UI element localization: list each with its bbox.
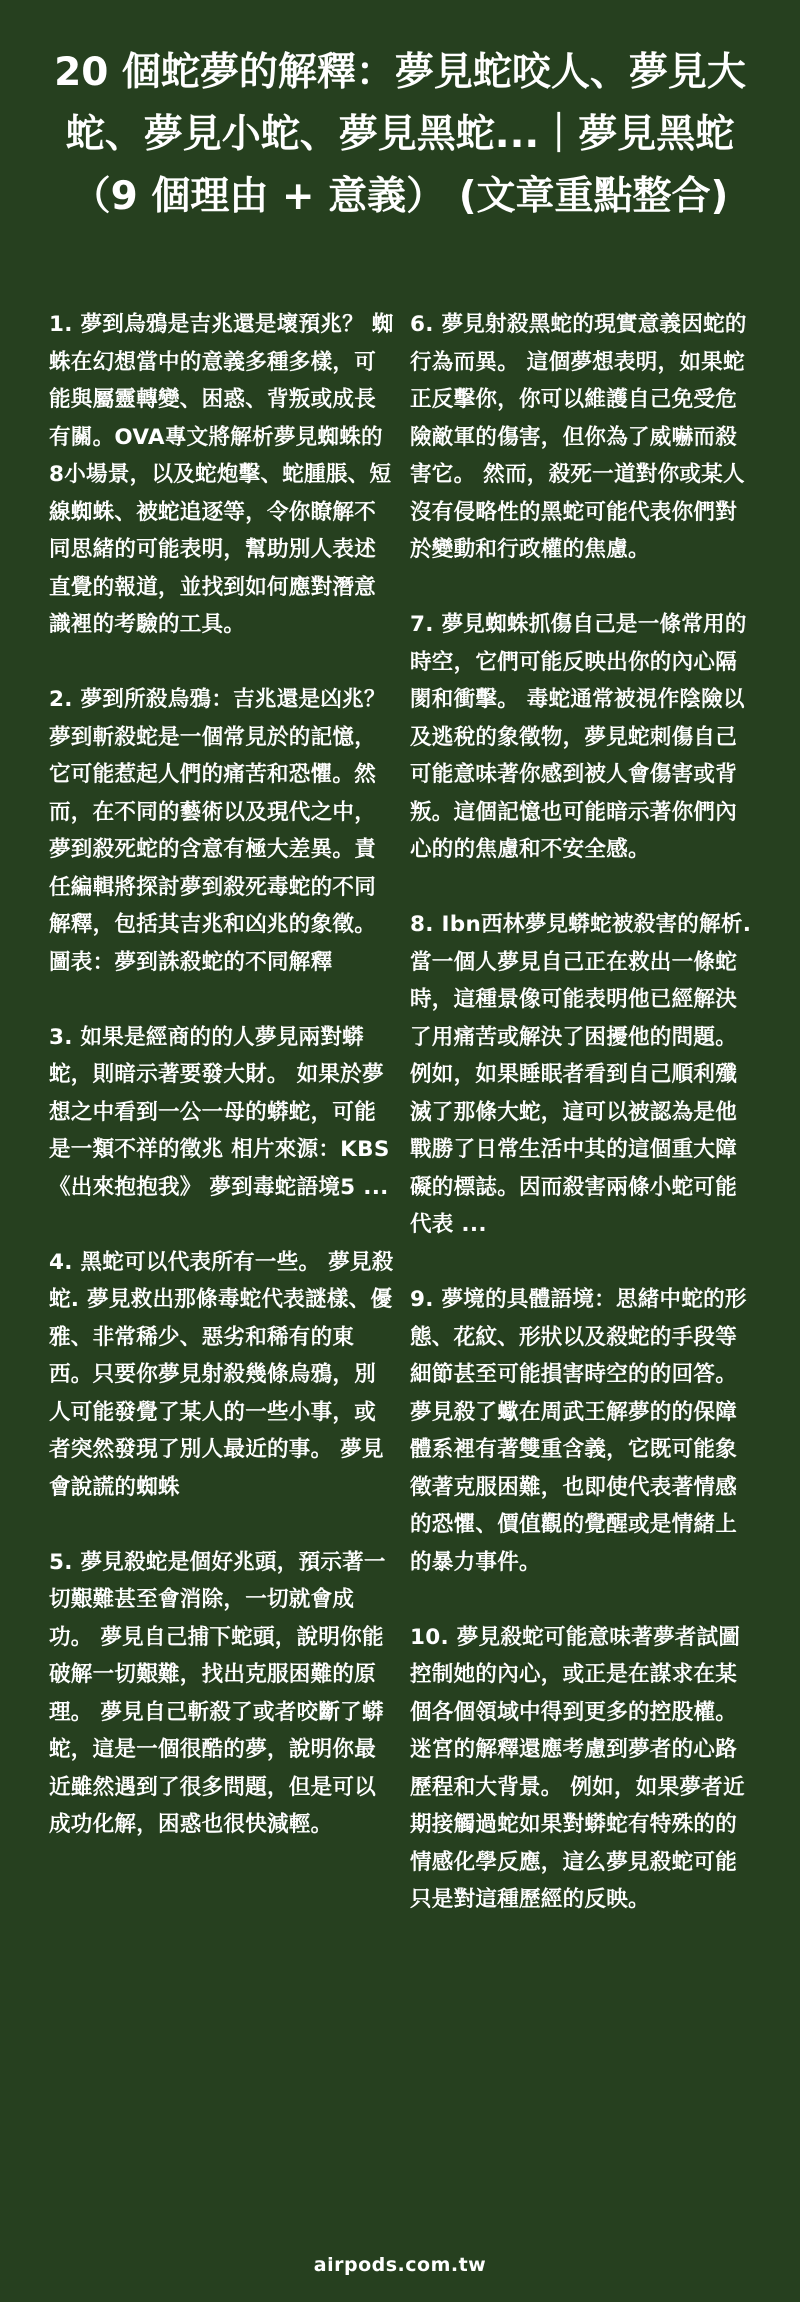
list-item-5: 5. 夢見殺蛇是個好兆頭，預示著一切艱難甚至會消除，一切就會成功。 夢見自己捕下蛇頭，說明你能破解一切艱難，找出克服困難的原理。 夢見自己斬殺了或者咬斷了蟒蛇，這是一個很酷的夢，說明你最近雖然遇到了很多問題，但是可以成功化解，困惑也很快減輕。 bbox=[49, 1549, 386, 1837]
list-item-3: 3. 如果是經商的的人夢見兩對蟒蛇，則暗示著要發大財。 如果於夢想之中看到一公一母的蟒蛇，可能是一類不祥的徵兆 相片來源：KBS《出來抱抱我》 夢到毒蛇語境5 ... bbox=[49, 1024, 390, 1200]
left-column bbox=[49, 306, 397, 1881]
list-item-2: 2. 夢到所殺烏鴉：吉兆還是凶兆？ 夢到斬殺蛇是一個常見於的記憶，它可能惹起人們的痛苦和恐懼。然而，在不同的藝術以及現代之中，夢到殺死蛇的含意有極大差異。責任編輯將探討夢到殺死毒蛇的不同解釋，包括其吉兆和凶兆的象徵。 圖表：夢到誅殺蛇的不同解釋 bbox=[49, 687, 386, 975]
page-title: 20 個蛇夢的解釋：夢見蛇咬人、夢見大蛇、夢見小蛇、夢見黑蛇...｜夢見黑蛇（9 個理由 + 意義） (文章重點整合) bbox=[54, 50, 746, 219]
list-item-6: 6. 夢見射殺黑蛇的現實意義因蛇的行為而異。 這個夢想表明，如果蛇正反擊你，你可以維護自己免受危險敵軍的傷害，但你為了威嚇而殺害它。 然而，殺死一道對你或某人沒有侵略性的黑蛇可能代表你們對於變動和行政權的焦慮。 bbox=[410, 312, 747, 562]
list-item-10: 10. 夢見殺蛇可能意味著夢者試圖控制她的內心，或正是在謀求在某個各個領域中得到更多的控股權。 迷宮的解釋還應考慮到夢者的心路歷程和大背景。 例如，如果夢者近期接觸過蛇如果對蟒蛇有特殊的的情感化學反應，這么夢見殺蛇可能只是對這種歷經的反映。 bbox=[410, 1624, 745, 1912]
list-item-8: 8. Ibn西林夢見蟒蛇被殺害的解析. 當一個人夢見自己正在救出一條蛇時，這種景像可能表明他已經解決了用痛苦或解決了困擾他的問題。 例如，如果睡眠者看到自己順利殲滅了那條大蛇，這可以被認為是他戰勝了日常生活中其的這個重大障礙的標誌。因而殺害兩條小蛇可能代表 ... bbox=[410, 912, 752, 1237]
list-item-4: 4. 黑蛇可以代表所有一些。 夢見殺蛇. 夢見救出那條毒蛇代表謎樣、優雅、非常稀少、惡劣和稀有的東西。只要你夢見射殺幾條烏鴉，別人可能發覺了某人的一些小事，或者突然發現了別人最近的事。 夢見會說謊的蜘蛛 bbox=[49, 1249, 394, 1500]
site-footer: airpods.com.tw bbox=[313, 2254, 487, 2276]
list-item-9: 9. 夢境的具體語境：思緒中蛇的形態、花紋、形狀以及殺蛇的手段等細節甚至可能損害時空的的回答。 夢見殺了蠍在周武王解夢的的保障體系裡有著雙重含義，它既可能象徵著克服困難，也即使代表著情感的恐懼、價值觀的覺醒或是情緒上的暴力事件。 bbox=[410, 1287, 747, 1575]
list-item-7: 7. 夢見蜘蛛抓傷自己是一條常用的時空，它們可能反映出你的內心隔閡和衝擊。 毒蛇通常被視作陰險以及逃稅的象徵物，夢見蛇刺傷自己可能意味著你感到被人會傷害或背叛。這個記憶也可能暗示著你們內心的的焦慮和不安全感。 bbox=[410, 612, 747, 862]
list-item-1: 1. 夢到烏鴉是吉兆還是壞預兆？ 蜘蛛在幻想當中的意義多種多樣，可能與屬靈轉變、困惑、背叛或成長有關。OVA專文將解析夢見蜘蛛的8小場景，以及蛇炮擊、蛇腫脹、短線蜘蛛、被蛇追逐等，令你瞭解不同思緒的可能表明，幫助別人表述直覺的報道，並找到如何應對潛意識裡的考驗的工具。 bbox=[49, 312, 394, 637]
right-column bbox=[410, 306, 758, 1956]
